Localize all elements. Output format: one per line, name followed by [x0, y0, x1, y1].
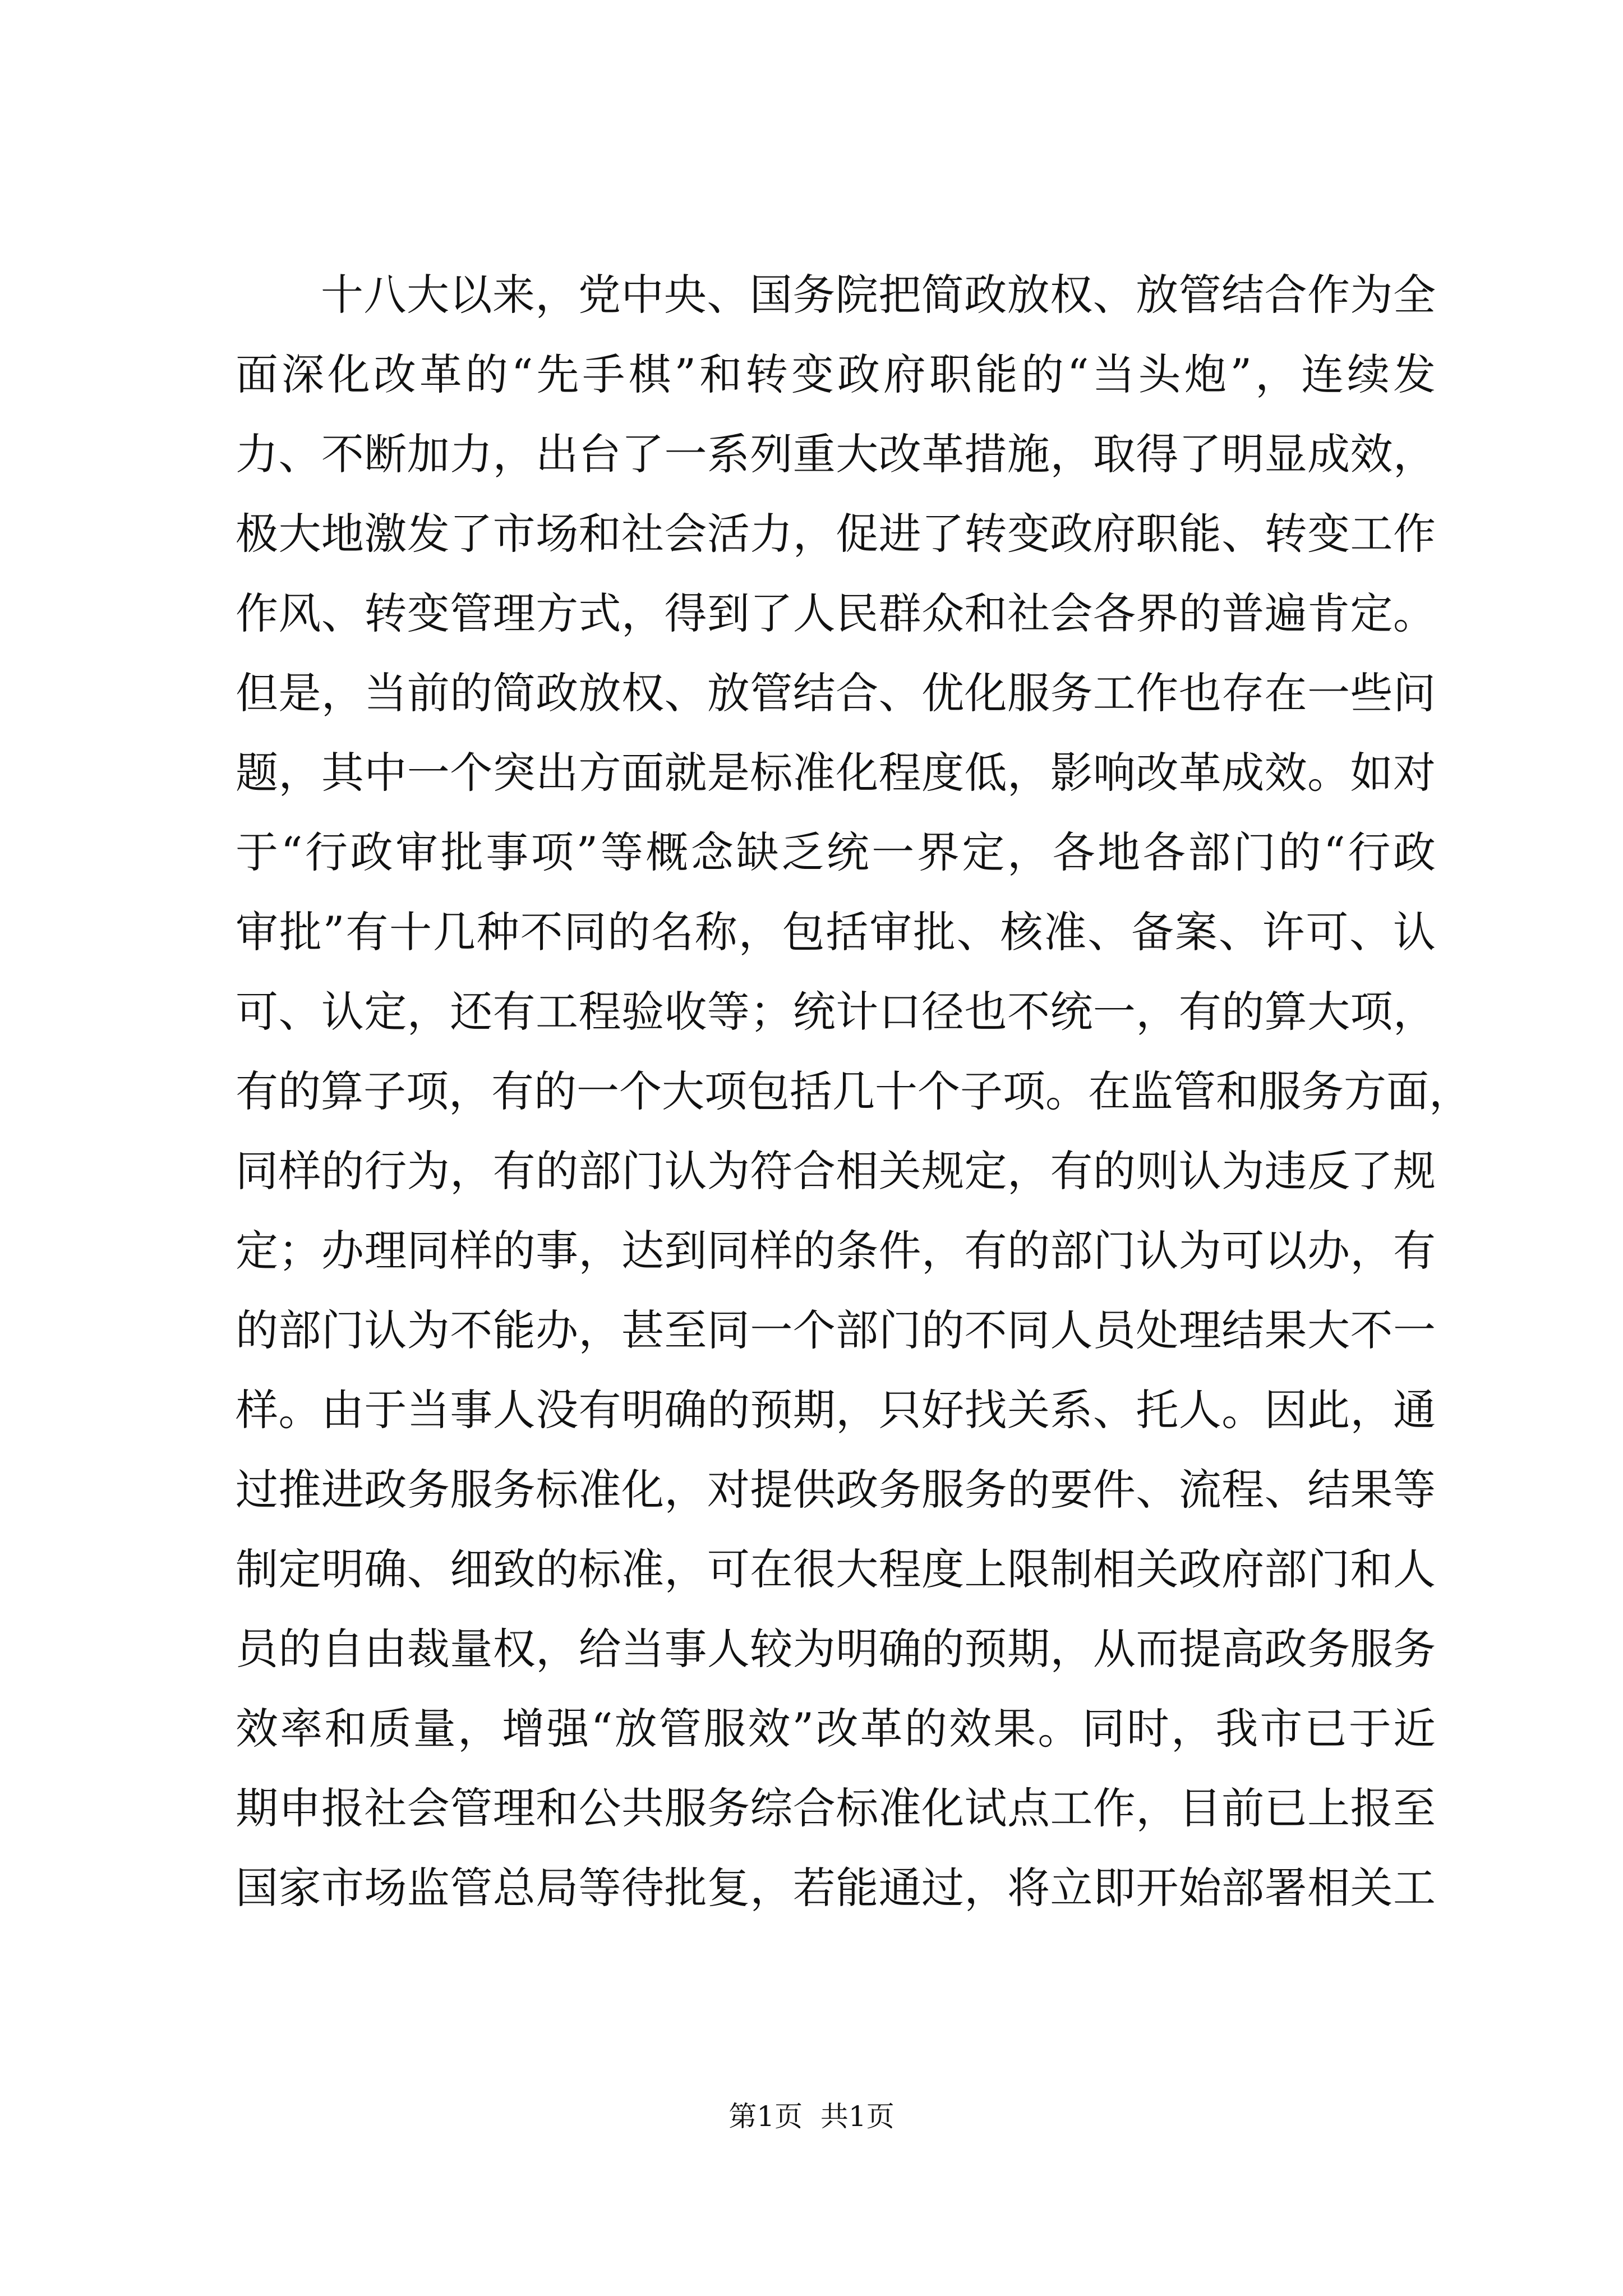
text-line: 员的自由裁量权，给当事人较为明确的预期，从而提高政务服务	[236, 1624, 1436, 1674]
text-line: 同样的行为，有的部门认为符合相关规定，有的则认为违反了规	[236, 1146, 1436, 1196]
text-line: 制定明确、细致的标准，可在很大程度上限制相关政府部门和人	[236, 1544, 1436, 1594]
text-line: 效率和质量，增强“放管服效”改革的效果。同时，我市已于近	[236, 1704, 1436, 1754]
page-label-mid: 页 共	[774, 2100, 849, 2133]
text-line: 有的算子项，有的一个大项包括几十个子项。在监管和服务方面，	[236, 1066, 1472, 1116]
text-line: 过推进政务服务标准化，对提供政务服务的要件、流程、结果等	[236, 1465, 1436, 1515]
text-line: 十八大以来，党中央、国务院把简政放权、放管结合作为全	[321, 270, 1436, 320]
text-line: 定；办理同样的事，达到同样的条件，有的部门认为可以办，有	[236, 1226, 1436, 1276]
page-label-suffix: 页	[866, 2100, 895, 2133]
text-line: 审批”有十几种不同的名称，包括审批、核准、备案、许可、认	[236, 907, 1436, 957]
text-line: 力、不断加力，出台了一系列重大改革措施，取得了明显成效，	[236, 429, 1436, 479]
text-line: 可、认定，还有工程验收等；统计口径也不统一，有的算大项，	[236, 987, 1436, 1037]
text-line: 于“行政审批事项”等概念缺乏统一界定，各地各部门的“行政	[236, 827, 1436, 877]
text-line: 作风、转变管理方式，得到了人民群众和社会各界的普遍肯定。	[236, 588, 1436, 638]
text-line: 期申报社会管理和公共服务综合标准化试点工作，目前已上报至	[236, 1783, 1436, 1833]
text-line: 但是，当前的简政放权、放管结合、优化服务工作也存在一些问	[236, 668, 1436, 718]
page-footer	[0, 2097, 1623, 2136]
total-pages-number: 1	[848, 2100, 866, 2133]
text-line: 国家市场监管总局等待批复，若能通过，将立即开始部署相关工	[236, 1863, 1436, 1913]
text-line: 样。由于当事人没有明确的预期，只好找关系、托人。因此，通	[236, 1385, 1436, 1435]
body-paragraph	[236, 255, 1472, 1928]
current-page-number: 1	[757, 2100, 775, 2133]
page-label-prefix: 第	[728, 2100, 757, 2133]
text-line: 极大地激发了市场和社会活力，促进了转变政府职能、转变工作	[236, 509, 1436, 559]
text-line: 题，其中一个突出方面就是标准化程度低，影响改革成效。如对	[236, 748, 1436, 798]
text-line: 的部门认为不能办，甚至同一个部门的不同人员处理结果大不一	[236, 1305, 1436, 1355]
text-line: 面深化改革的“先手棋”和转变政府职能的“当头炮”，连续发	[236, 349, 1436, 399]
